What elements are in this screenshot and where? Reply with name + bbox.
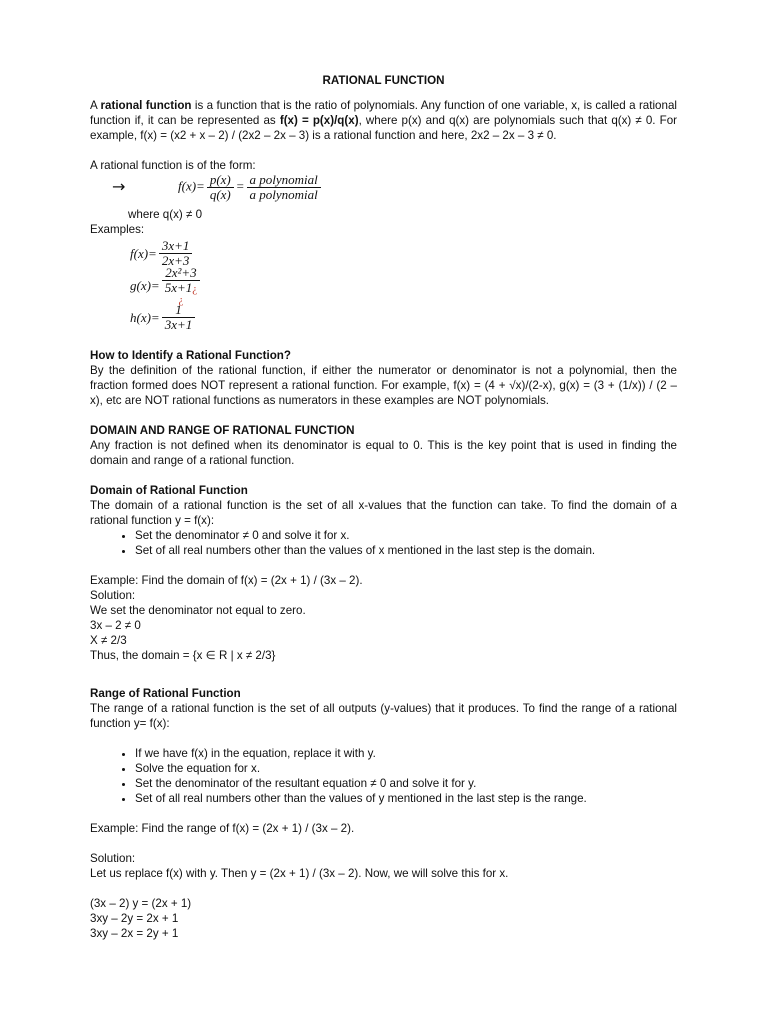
general-form-formula: [178, 173, 323, 202]
domain-steps-list: [90, 528, 677, 558]
intro-bold-formula: f(x) = p(x)/q(x): [279, 114, 359, 127]
range-step: (3x – 2) y = (2x + 1): [90, 897, 192, 910]
list-item: • If we have f(x) in the equation, replace it with y.: [135, 746, 677, 761]
form-label: A rational function is of the form:: [90, 159, 256, 172]
example-h: [130, 301, 677, 333]
denominator-text: 5x+1: [164, 280, 193, 295]
range-steps-list: [90, 746, 677, 806]
list-item: • Set of all real numbers other than the values of x mentioned in the last step is the domain.: [135, 543, 677, 558]
list-item: • Set the denominator ≠ 0 and solve it for x.: [135, 528, 677, 543]
fraction-numerator: 2x²+3: [162, 266, 200, 281]
examples-label: Examples:: [90, 223, 145, 236]
example-f: [130, 237, 677, 269]
domain-solution-label: Solution:: [90, 589, 136, 602]
intro-bold-term: rational function: [100, 99, 192, 112]
list-item: • Solve the equation for x.: [135, 761, 677, 776]
list-item: • Set of all real numbers other than the values of y mentioned in the last step is the range.: [135, 791, 677, 806]
domain-range-heading: DOMAIN AND RANGE OF RATIONAL FUNCTION: [90, 424, 355, 437]
range-heading: Range of Rational Function: [90, 687, 241, 700]
fraction-numerator: 3x+1: [159, 239, 193, 254]
example-g: [130, 265, 677, 306]
intro-text: A: [90, 99, 101, 112]
formula-lhs: f(x)=: [178, 178, 205, 194]
general-form-equation: [90, 173, 677, 205]
example-fraction: [162, 266, 200, 304]
range-step: 3xy – 2x = 2y + 1: [90, 927, 179, 940]
fraction-numerator: 1: [162, 303, 196, 318]
document-content: [90, 73, 677, 941]
arrow-icon: →: [112, 177, 126, 196]
example-lhs: f(x)=: [130, 245, 157, 261]
range-example: Example: Find the range of f(x) = (2x + 1) / (3x – 2).: [90, 822, 355, 835]
domain-step: Thus, the domain = {x ∈ R | x ≠ 2/3}: [90, 649, 276, 662]
pq-fraction: [207, 173, 234, 202]
fraction-denominator: 3x+1: [164, 316, 193, 332]
domain-heading: Domain of Rational Function: [90, 484, 248, 497]
domain-step: We set the denominator not equal to zero.: [90, 604, 306, 617]
example-lhs: g(x)=: [130, 277, 160, 293]
intro-paragraph: [90, 98, 677, 143]
identify-heading: How to Identify a Rational Function?: [90, 349, 291, 362]
domain-example: Example: Find the domain of f(x) = (2x + 1) / (3x – 2).: [90, 574, 363, 587]
domain-step: 3x – 2 ≠ 0: [90, 619, 141, 632]
word-fraction: [247, 173, 321, 202]
range-solution-label: Solution:: [90, 852, 136, 865]
intro-text: , where p(x) and q(x) are polynomials such that q(x) ≠ 0. For example, f(x) = (x2 + x – 2) / (2x2 – 2x – 3) is a rational function and here, 2x2 – 2x – 3 ≠ 0.: [90, 114, 678, 142]
example-lhs: h(x)=: [130, 309, 160, 325]
example-fraction: [162, 303, 196, 332]
equals-sign: =: [235, 178, 245, 194]
domain-step: X ≠ 2/3: [90, 634, 127, 647]
range-step: Let us replace f(x) with y. Then y = (2x + 1) / (3x – 2). Now, we will solve this for x.: [90, 867, 509, 880]
domain-range-paragraph: Any fraction is not defined when its denominator is equal to 0. This is the key point that is used in finding the domain and range of a rational function.: [90, 439, 677, 467]
fraction-denominator: q(x): [209, 187, 231, 202]
fraction-denominator: 2x+3: [161, 252, 190, 268]
render-artifact-glyph: ¿: [192, 283, 198, 295]
domain-paragraph: The domain of a rational function is the set of all x-values that the function can take. To find the domain of a rational function y = f(x):: [90, 499, 677, 527]
range-step: 3xy – 2y = 2x + 1: [90, 912, 179, 925]
fraction-numerator: p(x): [207, 173, 234, 188]
where-condition: where q(x) ≠ 0: [128, 208, 203, 221]
example-fraction: [159, 239, 193, 268]
intro-text: is a function that is the ratio of polynomials. Any function of one variable, x, is called a rational function if, it can be represented as: [90, 99, 677, 127]
fraction-numerator: a polynomial: [247, 173, 321, 188]
identify-paragraph: By the definition of the rational function, if either the numerator or denominator is not a polynomial, then the fraction formed does NOT represent a rational function. For example, f(x) = (4 + √x)/(2-x), g(x) = (3 + (1/x)) / (2 – x), etc are NOT rational functions as numerators in these examples are NOT polynomials.: [90, 364, 677, 407]
document-title: RATIONAL FUNCTION: [322, 74, 445, 87]
range-paragraph: The range of a rational function is the set of all outputs (y-values) that it produces. To find the range of a rational function y= f(x):: [90, 702, 677, 730]
fraction-denominator: [162, 281, 200, 304]
fraction-denominator: a polynomial: [249, 187, 318, 202]
list-item: • Set the denominator of the resultant equation ≠ 0 and solve it for y.: [135, 776, 677, 791]
render-artifact-glyph: ¿: [178, 294, 184, 306]
examples-list: [90, 237, 677, 333]
